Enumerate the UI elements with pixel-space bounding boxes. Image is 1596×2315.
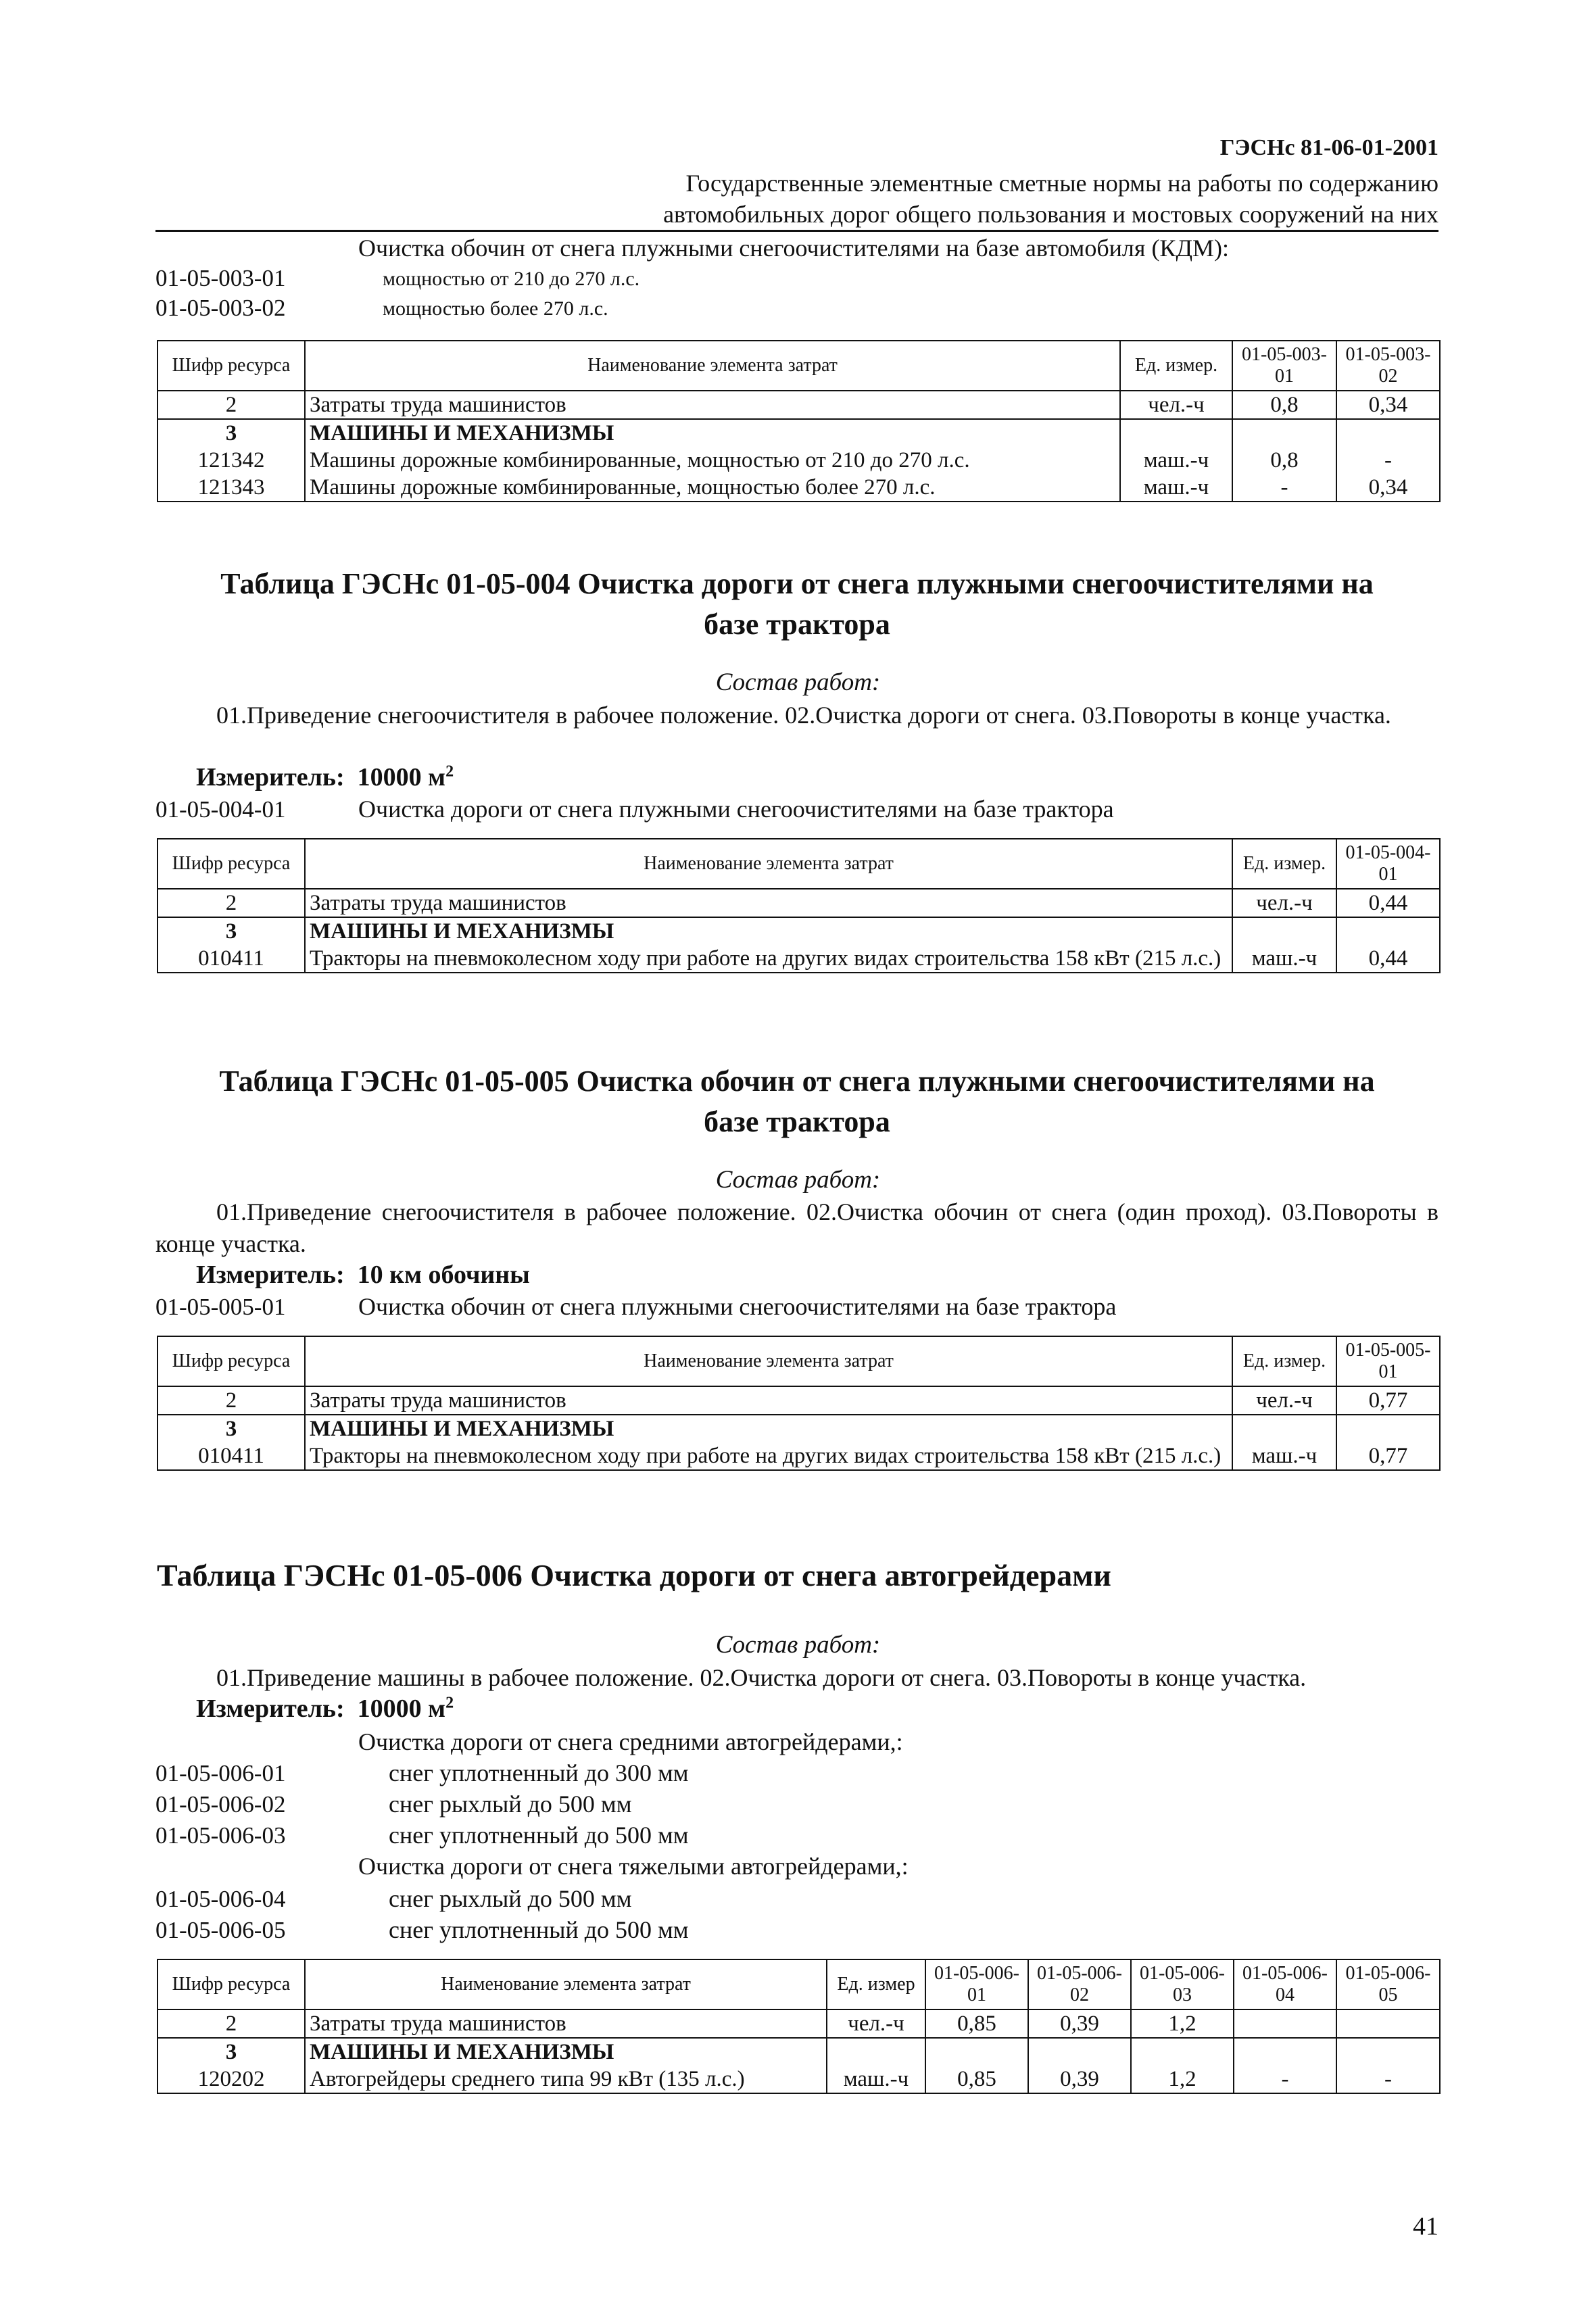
composition-label: Состав работ:: [715, 1631, 881, 1659]
composition-text: 01.Приведение машины в рабочее положение. 02.Очистка дороги от снега. 03.Повороты в конце участка.: [216, 1664, 1307, 1691]
page-number: 41: [1413, 2212, 1438, 2241]
item-code: 01-05-006-01: [155, 1760, 286, 1786]
value: 1,2: [1131, 2066, 1234, 2093]
col-header: Наименование элемента затрат: [305, 839, 1232, 889]
item-text: Очистка обочин от снега плужными снегоочистителями на базе трактора: [358, 1293, 1117, 1320]
table-row: [158, 917, 1440, 945]
cost-element: Машины дорожные комбинированные, мощностью более 270 л.с.: [305, 474, 1120, 502]
composition-label: Состав работ:: [715, 1166, 881, 1194]
section-title: Таблица ГЭСНс 01-05-004 Очистка дороги от снега плужными снегоочистителями на: [220, 567, 1374, 600]
section-title: базе трактора: [704, 608, 890, 641]
cost-element: Затраты труда машинистов: [305, 889, 1232, 917]
value: 0,85: [925, 2009, 1028, 2038]
cost-element: МАШИНЫ И МЕХАНИЗМЫ: [305, 2038, 827, 2066]
top-intro: Очистка обочин от снега плужными снегоочистителями на базе автомобиля (КДМ):: [358, 235, 1230, 262]
col-header: 01-05-006-05: [1336, 1959, 1440, 2009]
resource-code: 120202: [158, 2066, 305, 2093]
unit: чел.-ч: [827, 2009, 925, 2038]
col-header: Наименование элемента затрат: [305, 1959, 827, 2009]
col-header: Наименование элемента затрат: [305, 1336, 1232, 1386]
table-row: [158, 2009, 1440, 2038]
col-header: 01-05-006-04: [1234, 1959, 1336, 2009]
norm-table-004: [157, 838, 1441, 973]
col-header: Ед. измер.: [1120, 341, 1232, 391]
resource-code: 3: [158, 1415, 305, 1442]
cost-element: Тракторы на пневмоколесном ходу при работе на других видах строительства 158 кВт (215 л.с.): [305, 945, 1232, 973]
value: 0,39: [1028, 2066, 1131, 2093]
table-row: [158, 419, 1440, 447]
resource-code: 121343: [158, 474, 305, 502]
cost-element: Затраты труда машинистов: [305, 1386, 1232, 1415]
col-header: 01-05-006-02: [1028, 1959, 1131, 2009]
table-row: [158, 889, 1440, 917]
value: 0,8: [1232, 391, 1336, 419]
composition-text: 01.Приведение снегоочистителя в рабочее положение. 02.Очистка дороги от снега. 03.Повороты в конце участка.: [216, 702, 1391, 729]
unit: маш.-ч: [1120, 447, 1232, 474]
table-header-row: [158, 341, 1440, 391]
cost-element: Затраты труда машинистов: [305, 2009, 827, 2038]
meter-value: 10 км обочины: [357, 1261, 530, 1289]
col-header: 01-05-004-01: [1336, 839, 1440, 889]
cost-element: Тракторы на пневмоколесном ходу при работе на других видах строительства 158 кВт (215 л.с.): [305, 1442, 1232, 1470]
table-row: [158, 1415, 1440, 1442]
value: 0,85: [925, 2066, 1028, 2093]
resource-code: 2: [158, 889, 305, 917]
col-header: Ед. измер.: [1232, 1336, 1336, 1386]
table-row: [158, 391, 1440, 419]
unit: маш.-ч: [1120, 474, 1232, 502]
meter-exponent: 2: [445, 762, 454, 781]
table-header-row: [158, 1336, 1440, 1386]
item-code: 01-05-006-05: [155, 1917, 286, 1943]
meter-label: Измеритель: 10000 $м^2$: [196, 1694, 454, 1723]
norm-table-003: [157, 340, 1441, 502]
resource-code: 2: [158, 391, 305, 419]
item-code: 01-05-006-02: [155, 1791, 286, 1818]
col-header: Шифр ресурса: [158, 341, 305, 391]
resource-code: 2: [158, 1386, 305, 1415]
col-header: 01-05-003-01: [1232, 341, 1336, 391]
col-header: Шифр ресурса: [158, 1336, 305, 1386]
item-text: снег рыхлый до 500 мм: [389, 1885, 632, 1912]
composition-text: 01.Приведение снегоочистителя в рабочее положение. 02.Очистка обочин от снега (один проход). 03.Повороты в конце участка.: [155, 1198, 1438, 1257]
value: -: [1232, 474, 1336, 502]
value: 1,2: [1131, 2009, 1234, 2038]
value: 0,34: [1336, 391, 1440, 419]
table-row: [158, 447, 1440, 474]
cost-element: Затраты труда машинистов: [305, 391, 1120, 419]
header-line-1: Государственные элементные сметные нормы на работы по содержанию: [685, 170, 1438, 197]
value: [1234, 2009, 1336, 2038]
section-title: базе трактора: [704, 1105, 890, 1138]
value: -: [1336, 447, 1440, 474]
unit: чел.-ч: [1120, 391, 1232, 419]
col-header: Ед. измер.: [1232, 839, 1336, 889]
resource-code: 010411: [158, 945, 305, 973]
col-header: 01-05-003-02: [1336, 341, 1440, 391]
col-header: 01-05-005-01: [1336, 1336, 1440, 1386]
value: -: [1234, 2066, 1336, 2093]
table-row: [158, 945, 1440, 973]
cost-element: МАШИНЫ И МЕХАНИЗМЫ: [305, 419, 1120, 447]
col-header: Шифр ресурса: [158, 1959, 305, 2009]
group-heading: Очистка дороги от снега тяжелыми автогрейдерами,:: [358, 1853, 909, 1880]
item-code: 01-05-006-03: [155, 1822, 286, 1849]
item-text: мощностью от 210 до 270 л.с.: [383, 268, 640, 290]
item-text: снег рыхлый до 500 мм: [389, 1790, 632, 1818]
cost-element: Автогрейдеры среднего типа 99 кВт (135 л.с.): [305, 2066, 827, 2093]
cost-element: Машины дорожные комбинированные, мощностью от 210 до 270 л.с.: [305, 447, 1120, 474]
item-text: снег уплотненный до 500 мм: [389, 1822, 689, 1849]
meter-value: 10000 м: [357, 1695, 446, 1723]
value: 0,77: [1336, 1386, 1440, 1415]
resource-code: 2: [158, 2009, 305, 2038]
document-code: ГЭСНс 81-06-01-2001: [1219, 135, 1438, 160]
item-text: снег уплотненный до 300 мм: [389, 1759, 689, 1786]
value: 0,34: [1336, 474, 1440, 502]
cost-element: МАШИНЫ И МЕХАНИЗМЫ: [305, 1415, 1232, 1442]
table-header-row: [158, 839, 1440, 889]
section-title: Таблица ГЭСНс 01-05-006 Очистка дороги от снега автогрейдерами: [157, 1558, 1111, 1592]
resource-code: 3: [158, 2038, 305, 2066]
value: 0,44: [1336, 945, 1440, 973]
item-code: 01-05-003-02: [155, 295, 286, 321]
col-header: Наименование элемента затрат: [305, 341, 1120, 391]
group-heading: Очистка дороги от снега средними автогрейдерами,:: [358, 1728, 903, 1755]
table-row: [158, 474, 1440, 502]
col-header: 01-05-006-03: [1131, 1959, 1234, 2009]
resource-code: 121342: [158, 447, 305, 474]
table-row: [158, 2066, 1440, 2093]
resource-code: 3: [158, 419, 305, 447]
unit: маш.-ч: [1232, 1442, 1336, 1470]
meter-value: 10000 м: [357, 763, 446, 791]
resource-code: 010411: [158, 1442, 305, 1470]
section-title: Таблица ГЭСНс 01-05-005 Очистка обочин от снега плужными снегоочистителями на: [219, 1065, 1375, 1098]
norm-table-005: [157, 1336, 1441, 1471]
cost-element: МАШИНЫ И МЕХАНИЗМЫ: [305, 917, 1232, 945]
item-text: снег уплотненный до 500 мм: [389, 1916, 689, 1943]
col-header: 01-05-006-01: [925, 1959, 1028, 2009]
item-text: мощностью более 270 л.с.: [383, 297, 608, 320]
item-text: Очистка дороги от снега плужными снегоочистителями на базе трактора: [358, 796, 1114, 823]
col-header: Шифр ресурса: [158, 839, 305, 889]
header-line-2: автомобильных дорог общего пользования и мостовых сооружений на них: [663, 201, 1438, 228]
meter-label: Измеритель: 10 км обочины: [196, 1261, 530, 1289]
item-code: 01-05-006-04: [155, 1886, 286, 1912]
value: 0,44: [1336, 889, 1440, 917]
value: 0,39: [1028, 2009, 1131, 2038]
table-row: [158, 1386, 1440, 1415]
value: -: [1336, 2066, 1440, 2093]
item-code: 01-05-004-01: [155, 796, 286, 823]
meter-exponent: 2: [445, 1694, 454, 1712]
unit: чел.-ч: [1232, 1386, 1336, 1415]
value: [1336, 2009, 1440, 2038]
resource-code: 3: [158, 917, 305, 945]
table-row: [158, 1442, 1440, 1470]
value: 0,77: [1336, 1442, 1440, 1470]
item-code: 01-05-005-01: [155, 1294, 286, 1320]
value: 0,8: [1232, 447, 1336, 474]
header-rule: [155, 230, 1438, 232]
unit: маш.-ч: [1232, 945, 1336, 973]
norm-table-006: [157, 1959, 1441, 2094]
composition-label: Состав работ:: [715, 668, 881, 696]
unit: чел.-ч: [1232, 889, 1336, 917]
table-row: [158, 2038, 1440, 2066]
table-header-row: [158, 1959, 1440, 2009]
unit: маш.-ч: [827, 2066, 925, 2093]
meter-label: Измеритель: 10000 $м^2$: [196, 762, 454, 791]
col-header: Ед. измер: [827, 1959, 925, 2009]
item-code: 01-05-003-01: [155, 265, 286, 291]
